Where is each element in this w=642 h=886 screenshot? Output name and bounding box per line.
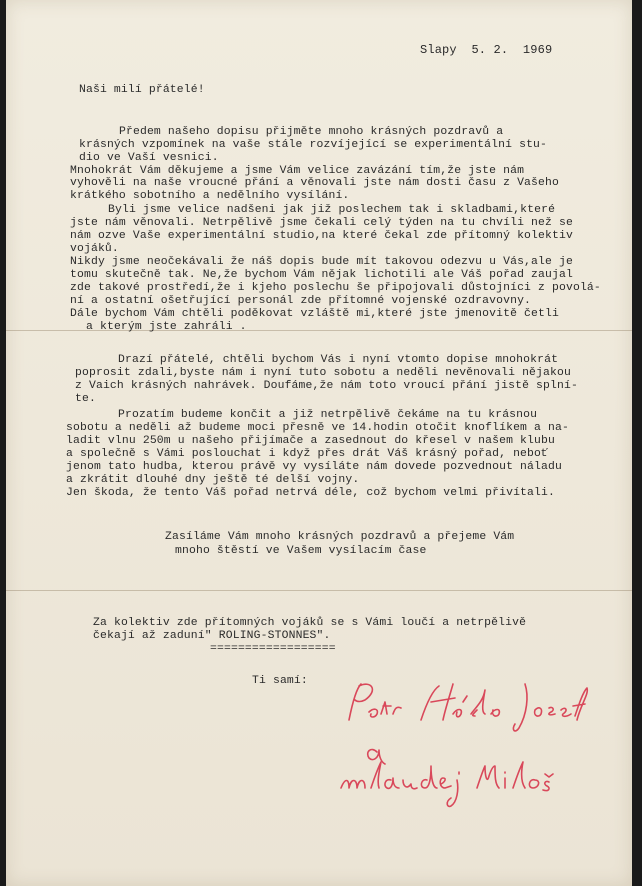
body-line: dio ve Vaší vesnici.	[79, 152, 219, 164]
body-line: ladit vlnu 250m u našeho přijímače a zasednout do křesel v našem klubu	[66, 435, 555, 447]
body-line: z Vaich krásných nahrávek. Doufáme,že nám toto vroucí přání jistě splní-	[75, 380, 578, 392]
body-line: ní a ostatní ošetřující personál zde přítomné vojenské ozdravovny.	[70, 295, 532, 307]
place-date: Slapy 5. 2. 1969	[420, 43, 553, 57]
paper-fold-line	[6, 590, 632, 591]
body-line: krátkého sobotního a nedělního vysílání.	[70, 190, 350, 202]
salutation: Naši milí přátelé!	[79, 84, 205, 96]
postscript-line: Za kolektiv zde přítomných vojáků se s Vámi loučí a netrpělivě	[93, 617, 527, 629]
body-line: vyhověli na naše vroucné přání a věnovali jste nám dosti času z Vašeho	[70, 177, 559, 189]
handwritten-signature	[335, 680, 615, 820]
body-line: te.	[75, 393, 96, 405]
body-line: krásných vzpomínek na vaše stále rozvíjející se experimentální stu-	[79, 139, 548, 151]
body-line: Prozatím budeme končit a již netrpělivě čekáme na tu krásnou	[118, 409, 538, 421]
body-line: Dále bychom Vám chtěli poděkovat vzláště mi,které jste jmenovitě četli	[70, 308, 559, 320]
body-line: Drazí přátelé, chtěli bychom Vás i nyní vtomto dopise mnohokrát	[118, 354, 559, 366]
body-line: Předem našeho dopisu přijměte mnoho krásných pozdravů a	[119, 126, 504, 138]
body-line: jenom tato hudba, kterou právě vy vysíláte nám dovede pozvednout náladu	[66, 461, 562, 473]
body-line: Byli jsme velice nadšeni jak již poslechem tak i skladbami,které	[108, 204, 556, 216]
body-line: vojáků.	[70, 243, 119, 255]
body-line: Nikdy jsme neočekávali že náš dopis bude mít takovou odezvu u Vás,ale je	[70, 256, 573, 268]
postscript-line: čekají až zaduní" ROLING-STONNES".	[93, 630, 331, 642]
body-line: zde takové prostředí,že i kjeho poslechu še připojovali důstojníci z povolá-	[70, 282, 601, 294]
body-line: Mnohokrát Vám děkujeme a jsme Vám velice zavázání tím,že jste nám	[70, 165, 525, 177]
postscript-underline: ==================	[210, 643, 336, 655]
body-line: poprosit zdali,byste nám i nyní tuto sobotu a neděli nevěnovali nějakou	[75, 367, 571, 379]
body-line: Jen škoda, že tento Váš pořad netrvá déle, což bychom velmi přivítali.	[66, 487, 555, 499]
closing-line: Zasíláme Vám mnoho krásných pozdravů a přejeme Vám	[165, 531, 515, 543]
ti-sami-label: Ti samí:	[252, 675, 308, 687]
body-line: a kterým jste zahráli .	[86, 321, 247, 333]
body-line: a společně s Vámi poslouchat i když přes drát Váš krásný pořad, neboť	[66, 448, 548, 460]
body-line: a zkrátit dlouhé dny ještě té delší vojny.	[66, 474, 360, 486]
closing-line: mnoho štěstí ve Vašem vysílacím čase	[175, 545, 427, 557]
body-line: jste nám věnovali. Netrpělivě jsme čekali celý týden na tu chvíli než se	[70, 217, 573, 229]
body-line: tomu skutečně tak. Ne,že bychom Vám nějak lichotili ale Váš pořad zaujal	[70, 269, 573, 281]
body-line: nám ozve Vaše experimentální studio,na které čekal zde přítomný kolektiv	[70, 230, 573, 242]
body-line: sobotu a neděli až budeme moci přesně ve 14.hodin otočit knoflíkem a na-	[66, 422, 569, 434]
